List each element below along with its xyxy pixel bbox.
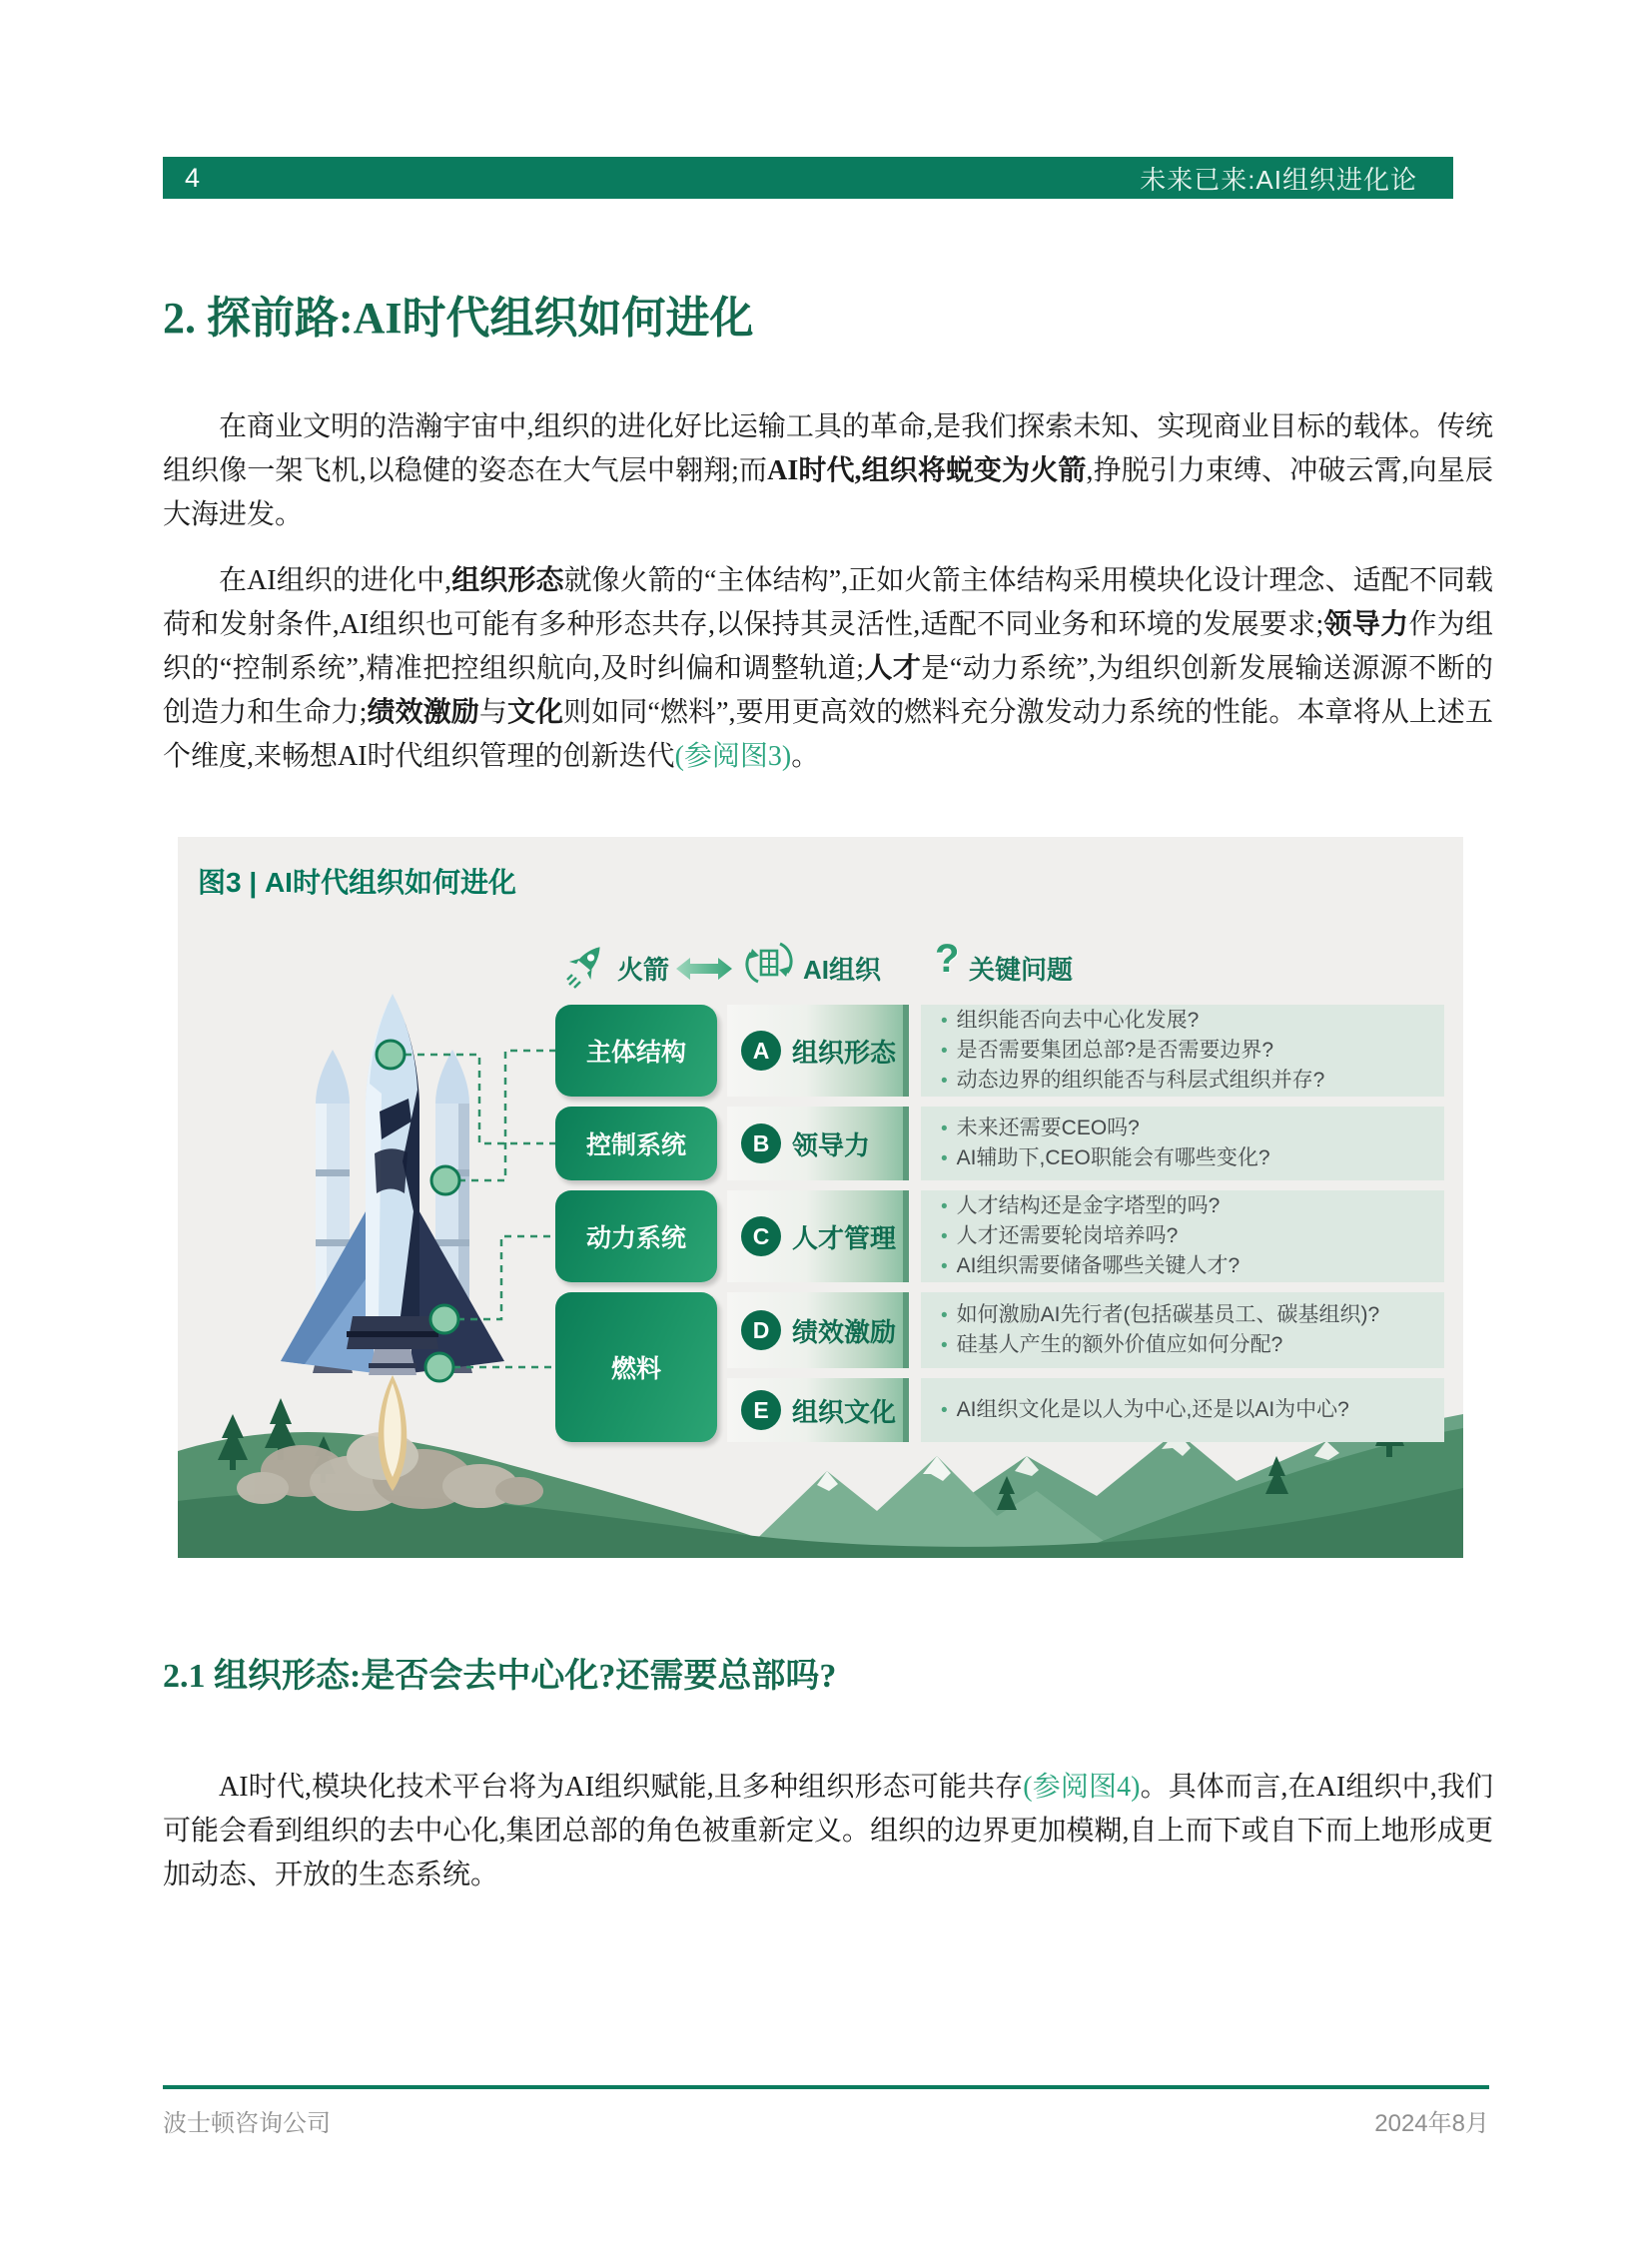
row-e-questions — [921, 1378, 1444, 1442]
row-a-questions — [921, 1005, 1444, 1097]
footer-rule — [163, 2085, 1489, 2089]
question-text: 未来还需要CEO吗? — [956, 1117, 1140, 1139]
row-a-badge: A — [741, 1031, 781, 1071]
row-c-questions — [921, 1190, 1444, 1282]
row-d-label: 绩效激励 — [792, 1316, 897, 1347]
text-segment: 就像火箭的“主体结构”,正如火箭主体结构采用模块化设计理念、适配不同载荷和发射条件,AI组织也可能有多种形态共存,以保持其灵活性,适配不同业务和环境的发展要求; — [163, 565, 1493, 640]
question-mark-icon: ? — [935, 937, 960, 981]
double-arrow-icon — [675, 955, 733, 983]
question-text: 动态边界的组织能否与科层式组织并存? — [956, 1069, 1325, 1092]
question-text: 人才还需要轮岗培养吗? — [956, 1224, 1179, 1247]
bullet-icon: • — [941, 1400, 948, 1421]
text-segment: AI时代,组织将蜕变为火箭 — [767, 455, 1087, 486]
ai-organization-icon — [745, 937, 793, 989]
subsection-heading: 2.1 组织形态:是否会去中心化?还需要总部吗? — [163, 1658, 837, 1695]
row-b-badge: B — [741, 1123, 781, 1163]
paragraph-3 — [163, 1766, 1493, 1897]
row-c-badge: C — [741, 1216, 781, 1256]
footer-date: 2024年8月 — [1374, 2110, 1489, 2137]
row-e-label-box — [727, 1378, 909, 1442]
legend-org-label: AI组织 — [803, 955, 882, 985]
text-segment: 领导力 — [1323, 609, 1409, 640]
text-segment: ,挣脱引力束缚、冲破云霄,向星辰大海进发。 — [163, 455, 1493, 530]
bullet-icon: • — [941, 1305, 948, 1326]
question-item — [941, 1006, 1444, 1036]
text-segment: 在商业文明的浩瀚宇宙中,组织的进化好比运输工具的革命,是我们探索未知、实现商业目标的载体。传统组织像一架飞机,以稳健的姿态在大气层中翱翔;而 — [163, 411, 1493, 486]
bullet-icon: • — [941, 1011, 948, 1032]
text-segment: 是“动力系统”,为组织创新发展输送源源不断的创造力和生命力; — [163, 653, 1494, 728]
row-c-label: 人才管理 — [792, 1222, 897, 1253]
bullet-icon: • — [941, 1041, 948, 1062]
text-segment: 文化 — [506, 697, 564, 728]
question-item — [941, 1066, 1444, 1096]
bullet-icon: • — [941, 1335, 948, 1356]
bullet-icon: • — [941, 1071, 948, 1092]
question-text: 组织能否向去中心化发展? — [956, 1009, 1200, 1032]
figure-3 — [178, 837, 1463, 1558]
text-segment: 。具体而言,在AI组织中,我们可能会看到组织的去中心化,集团总部的角色被重新定义。组织的边界更加模糊,自上而下或自下而上地形成更加动态、开放的生态系统。 — [163, 1772, 1494, 1890]
row-e-label: 组织文化 — [792, 1396, 897, 1427]
section-heading: 2. 探前路:AI时代组织如何进化 — [163, 294, 754, 343]
row-d-label-box — [727, 1292, 909, 1368]
text-segment: 在AI组织的进化中, — [219, 565, 452, 596]
rocket-icon — [565, 941, 611, 989]
text-segment: 作为组织的“控制系统”,精准把控组织航向,及时纠偏和调整轨道; — [163, 609, 1493, 684]
bullet-icon: • — [941, 1119, 948, 1139]
row-a-label: 组织形态 — [792, 1037, 897, 1068]
pill-control-system: 控制系统 — [555, 1107, 717, 1180]
paragraph-2 — [163, 559, 1493, 779]
row-b-questions — [921, 1107, 1444, 1180]
question-item — [941, 1251, 1444, 1281]
question-text: 人才结构还是金字塔型的吗? — [956, 1194, 1221, 1217]
figure-reference-link[interactable]: (参阅图3) — [674, 741, 792, 772]
question-item — [941, 1300, 1444, 1330]
question-item — [941, 1221, 1444, 1251]
question-item — [941, 1191, 1444, 1221]
pill-power-system: 动力系统 — [555, 1190, 717, 1282]
row-a-label-box — [727, 1005, 909, 1097]
row-e-badge: E — [741, 1390, 781, 1430]
bullet-icon: • — [941, 1148, 948, 1169]
running-head-title: 未来已来:AI组织进化论 — [1140, 164, 1417, 195]
question-text: AI组织文化是以人为中心,还是以AI为中心? — [956, 1398, 1349, 1421]
text-segment: 人才 — [864, 653, 922, 684]
text-segment: AI时代,模块化技术平台将为AI组织赋能,且多种组织形态可能共存 — [219, 1772, 1024, 1803]
figure-reference-link[interactable]: (参阅图4) — [1023, 1772, 1141, 1803]
text-segment: 绩效激励 — [367, 697, 479, 728]
paragraph-1 — [163, 405, 1493, 537]
page-number: 4 — [185, 162, 201, 193]
row-d-questions — [921, 1292, 1444, 1368]
row-b-label: 领导力 — [792, 1129, 871, 1160]
question-item — [941, 1114, 1444, 1143]
text-segment: 则如同“燃料”,要用更高效的燃料充分激发动力系统的性能。本章将从上述五个维度,来畅想AI时代组织管理的创新迭代 — [163, 697, 1493, 772]
row-c-label-box — [727, 1190, 909, 1282]
bullet-icon: • — [941, 1256, 948, 1277]
legend-questions-label: 关键问题 — [969, 955, 1074, 985]
legend-rocket-label: 火箭 — [617, 955, 670, 985]
bullet-icon: • — [941, 1226, 948, 1247]
page-header-bar — [163, 157, 1453, 199]
question-text: AI组织需要储备哪些关键人才? — [956, 1254, 1240, 1277]
question-item — [941, 1395, 1444, 1425]
question-item — [941, 1036, 1444, 1066]
question-item — [941, 1330, 1444, 1360]
question-text: 如何激励AI先行者(包括碳基员工、碳基组织)? — [956, 1303, 1380, 1326]
question-item — [941, 1143, 1444, 1173]
figure-title: 图3 | AI时代组织如何进化 — [198, 867, 516, 898]
row-d-badge: D — [741, 1310, 781, 1350]
question-text: 硅基人产生的额外价值应如何分配? — [956, 1333, 1283, 1356]
text-segment: 与 — [478, 697, 507, 728]
row-b-label-box — [727, 1107, 909, 1180]
footer-company: 波士顿咨询公司 — [163, 2110, 331, 2137]
question-text: 是否需要集团总部?是否需要边界? — [956, 1039, 1274, 1062]
bullet-icon: • — [941, 1196, 948, 1217]
question-text: AI辅助下,CEO职能会有哪些变化? — [956, 1146, 1270, 1169]
text-segment: 。 — [791, 741, 820, 772]
text-segment: 组织形态 — [451, 565, 564, 596]
pill-body-structure: 主体结构 — [555, 1005, 717, 1097]
pill-fuel: 燃料 — [555, 1292, 717, 1442]
